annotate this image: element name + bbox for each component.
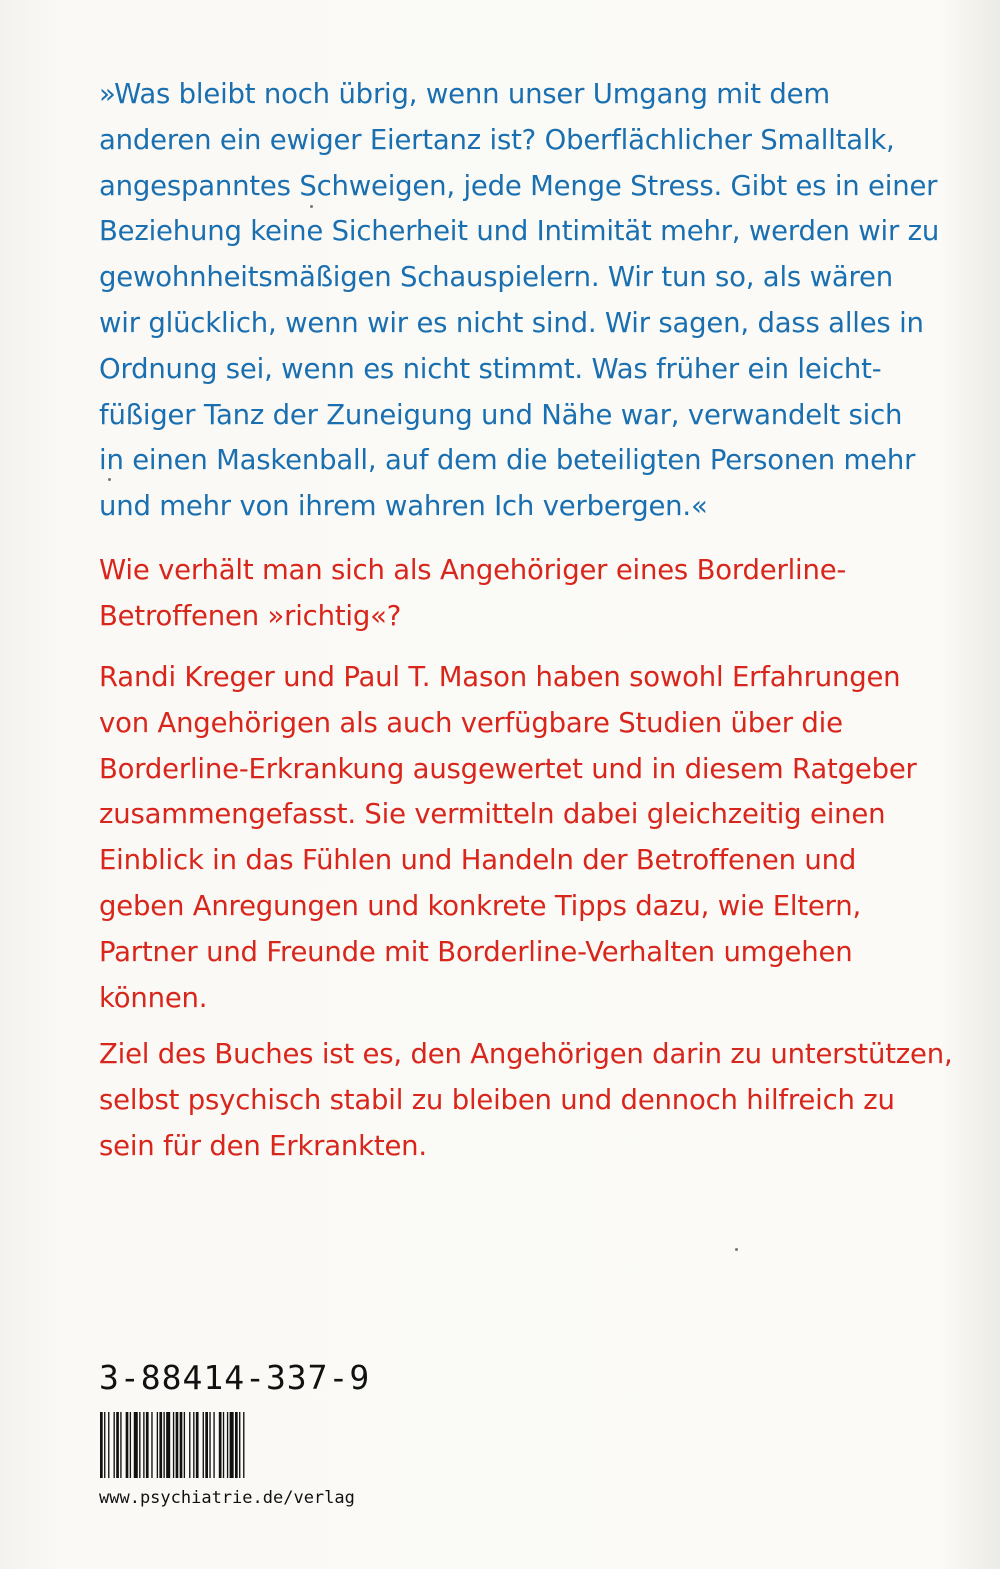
question-line: Wie verhält man sich als Angehöriger eines Borderline- [99,554,847,586]
barcode-icon [99,1412,335,1478]
quote-line: Ordnung sei, wenn es nicht stimmt. Was früher ein leicht- [99,352,882,385]
quote-line: wir glücklich, wenn wir es nicht sind. Wir sagen, dass alles in [99,306,924,339]
description-line: Borderline-Erkrankung ausgewertet und in diesem Ratgeber [99,752,917,785]
quote-line: gewohnheitsmäßigen Schauspielern. Wir tun so, als wären [99,261,893,294]
description-line: Randi Kreger und Paul T. Mason haben sowohl Erfahrungen [99,661,901,693]
description-line: von Angehörigen als auch verfügbare Studien über die [99,706,843,739]
quote-line: in einen Maskenball, auf dem die beteiligten Personen mehr [99,444,916,477]
description-line: können. [99,981,208,1014]
goal-paragraph [99,1032,953,1169]
goal-line: sein für den Erkrankten. [99,1129,427,1162]
question-line: Betroffenen »richtig«? [99,599,402,632]
quote-line: anderen ein ewiger Eiertanz ist? Oberflächlicher Smalltalk, [99,123,895,156]
description-line: zusammengefasst. Sie vermitteln dabei gleichzeitig einen [99,798,886,831]
description-line: Einblick in das Fühlen und Handeln der Betroffenen und [99,844,857,877]
quote-line: füßiger Tanz der Zuneigung und Nähe war, verwandelt sich [99,398,903,431]
question-paragraph [99,548,929,640]
description-line: geben Anregungen und konkrete Tipps dazu, wie Eltern, [99,889,862,922]
paper-speck [735,1248,738,1251]
goal-line: selbst psychisch stabil zu bleiben und dennoch hilfreich zu [99,1083,895,1116]
quote-line: angespanntes Schweigen, jede Menge Stress. Gibt es in einer [99,169,938,202]
quote-line: »Was bleibt noch übrig, wenn unser Umgang mit dem [99,78,830,110]
quote-line: Beziehung keine Sicherheit und Intimität mehr, werden wir zu [99,215,940,248]
goal-line: Ziel des Buches ist es, den Angehörigen darin zu unterstützen, [99,1038,953,1070]
description-line: Partner und Freunde mit Borderline-Verhalten umgehen [99,935,853,968]
isbn-number: 3-88414-337-9 [99,1358,371,1397]
paper-speck [310,205,313,208]
quote-paragraph [99,72,940,530]
publisher-url: www.psychiatrie.de/verlag [99,1488,355,1508]
quote-line: und mehr von ihrem wahren Ich verbergen.« [99,490,708,523]
paper-speck [108,478,111,481]
description-paragraph [99,655,929,1021]
